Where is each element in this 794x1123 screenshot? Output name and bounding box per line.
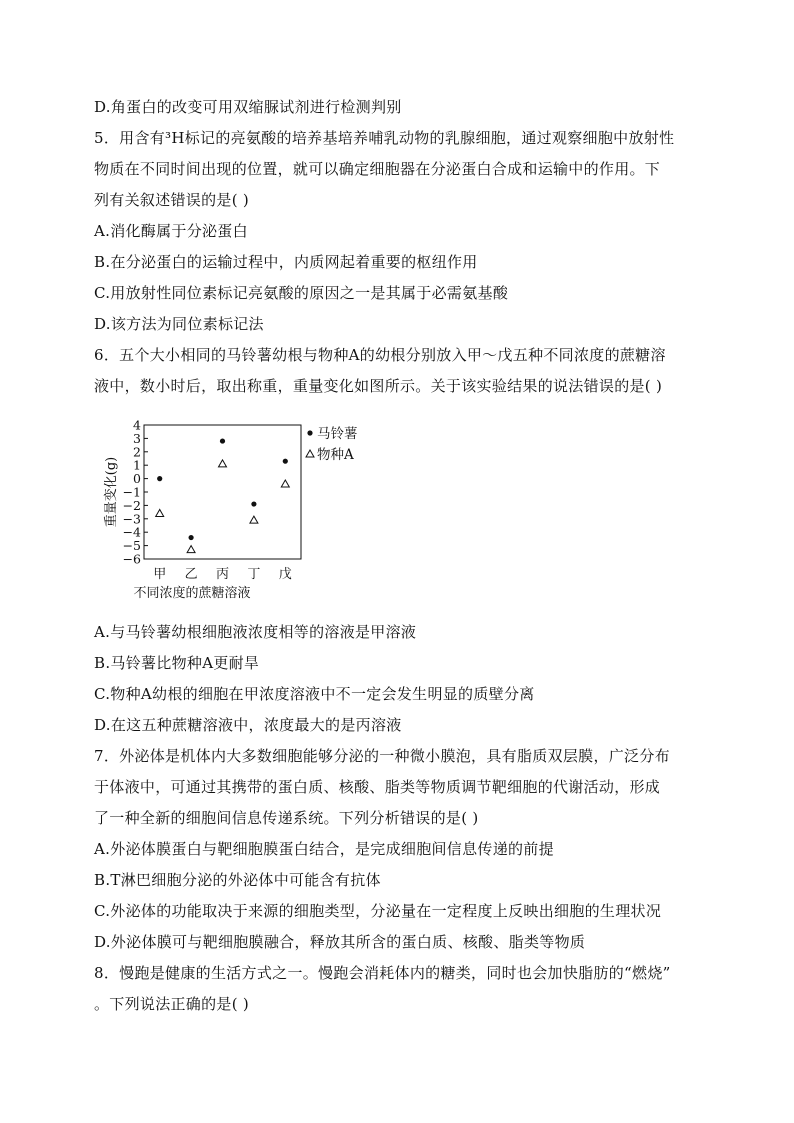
x-tick-label: 甲 — [153, 567, 167, 582]
legend-label-species-a: 物种A — [317, 447, 354, 463]
y-tick-label: 4 — [133, 417, 141, 433]
q5-option-b: B.在分泌蛋白的运输过程中，内质网起着重要的枢纽作用 — [94, 253, 478, 271]
x-tick-label: 丙 — [215, 567, 230, 582]
y-tick-label: −1 — [122, 484, 141, 500]
x-tick-label: 丁 — [247, 567, 261, 582]
plot-frame — [144, 425, 301, 559]
y-tick-label: −5 — [122, 538, 141, 554]
species-a-point — [281, 480, 289, 487]
legend-triangle-icon — [306, 450, 314, 457]
y-tick-label: −4 — [122, 524, 141, 540]
weight-change-chart — [96, 414, 376, 610]
potato-point — [283, 459, 288, 464]
q7-option-c: C.外泌体的功能取决于来源的细胞类型，分泌量在一定程度上反映出细胞的生理状况 — [94, 902, 662, 920]
x-tick-label: 乙 — [184, 567, 198, 582]
q5-option-d: D.该方法为同位素标记法 — [94, 315, 264, 333]
species-a-point — [187, 546, 195, 553]
potato-point — [189, 535, 194, 540]
q6-stem-line2: 液中，数小时后，取出称重，重量变化如图所示。关于该实验结果的说法错误的是( ) — [94, 377, 663, 395]
species-a-point — [156, 509, 164, 516]
legend-dot-icon — [307, 430, 312, 435]
q8-stem-line2: 。下列说法正确的是( ) — [94, 995, 250, 1013]
y-tick-label: −2 — [122, 497, 141, 513]
y-tick-label: 1 — [133, 457, 141, 473]
q7-stem-line3: 了一种全新的细胞间信息传递系统。下列分析错误的是( ) — [94, 809, 479, 827]
y-tick-label: −6 — [122, 551, 141, 567]
q7-option-a: A.外泌体膜蛋白与靶细胞膜蛋白结合，是完成细胞间信息传递的前提 — [94, 840, 554, 858]
x-tick-label: 戊 — [278, 567, 292, 582]
q5-option-a: A.消化酶属于分泌蛋白 — [94, 222, 248, 240]
q7-option-d: D.外泌体膜可与靶细胞膜融合，释放其所含的蛋白质、核酸、脂类等物质 — [94, 933, 586, 951]
q5-option-c: C.用放射性同位素标记亮氨酸的原因之一是其属于必需氨基酸 — [94, 284, 509, 302]
x-axis-ticks — [153, 566, 292, 582]
q5-stem-line2: 物质在不同时间出现的位置，就可以确定细胞器在分泌蛋白合成和运输中的作用。下 — [94, 160, 661, 178]
q6-stem-line1: 6．五个大小相同的马铃薯幼根与物种A的幼根分别放入甲～戊五种不同浓度的蔗糖溶 — [94, 346, 666, 364]
potato-point — [220, 438, 225, 443]
chart-legend — [306, 425, 358, 463]
y-tick-label: 3 — [133, 430, 141, 446]
q7-stem-line2: 于体液中，可通过其携带的蛋白质、核酸、脂类等物质调节靶细胞的代谢活动，形成 — [94, 778, 661, 796]
y-tick-label: −3 — [122, 511, 141, 527]
q7-option-b: B.T淋巴细胞分泌的外泌体中可能含有抗体 — [94, 871, 381, 889]
q5-stem-line1: 5．用含有³H标记的亮氨酸的培养基培养哺乳动物的乳腺细胞，通过观察细胞中放射性 — [94, 129, 675, 147]
y-tick-label: 2 — [133, 444, 141, 460]
q6-option-b: B.马铃薯比物种A更耐旱 — [94, 654, 260, 672]
q5-stem-line3: 列有关叙述错误的是( ) — [94, 191, 250, 209]
legend-label-potato: 马铃薯 — [317, 426, 358, 442]
q8-stem-line1: 8．慢跑是健康的生活方式之一。慢跑会消耗体内的糖类，同时也会加快脂肪的“燃烧” — [94, 964, 671, 982]
q7-stem-line1: 7．外泌体是机体内大多数细胞能够分泌的一种微小膜泡，具有脂质双层膜，广泛分布 — [94, 747, 670, 765]
species-a-point — [219, 460, 227, 467]
q6-option-a: A.与马铃薯幼根细胞液浓度相等的溶液是甲溶液 — [94, 623, 417, 641]
q6-option-d: D.在这五种蔗糖溶液中，浓度最大的是丙溶液 — [94, 716, 402, 734]
y-axis-label: 重量变化(g) — [104, 456, 119, 528]
q6-option-c: C.物种A幼根的细胞在甲浓度溶液中不一定会发生明显的质壁分离 — [94, 685, 535, 703]
potato-point — [157, 476, 162, 481]
potato-point — [251, 501, 256, 506]
species-a-point — [250, 516, 258, 523]
y-tick-label: 0 — [133, 471, 141, 487]
q4-option-d: D.角蛋白的改变可用双缩脲试剂进行检测判别 — [94, 98, 402, 116]
chart-marks — [156, 438, 290, 552]
x-axis-label: 不同浓度的蔗糖溶液 — [133, 586, 251, 601]
